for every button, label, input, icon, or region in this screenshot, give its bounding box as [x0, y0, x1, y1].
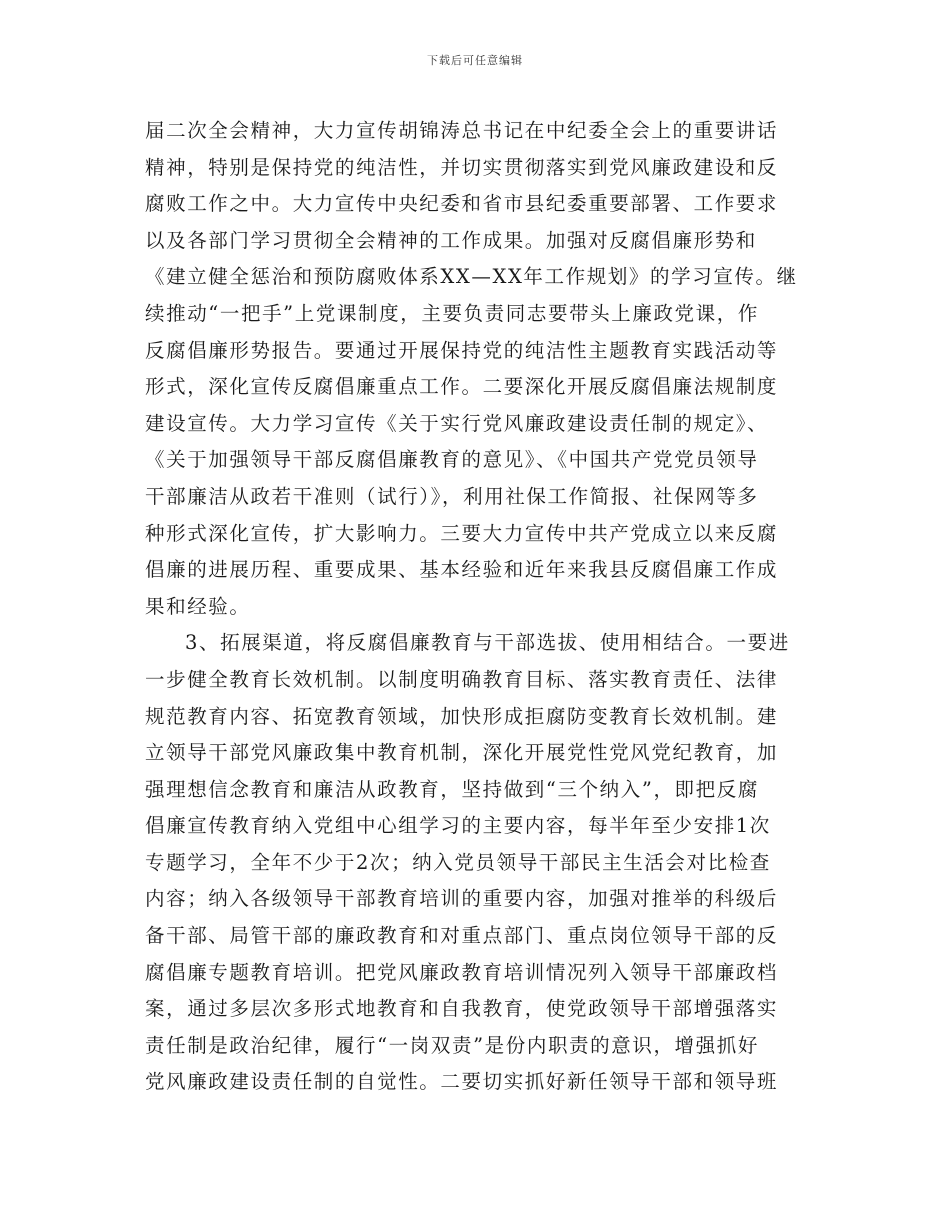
- text-line: 责任制是政治纪律，履行“一岗双责”是份内职责的意识，增强抓好: [145, 1033, 759, 1057]
- text-line: 建设宣传。大力学习宣传《关于实行党风廉政建设责任制的规定》、: [145, 411, 769, 435]
- text-line: 干部廉洁从政若干准则（试行）》，利用社保工作简报、社保网等多: [145, 484, 759, 508]
- text-line: 种形式深化宣传，扩大影响力。三要大力宣传中共产党成立以来反腐: [145, 521, 779, 545]
- body-text: [145, 113, 805, 1101]
- text-line: 立领导干部党风廉政集中教育机制，深化开展党性党风党纪教育，加: [145, 741, 779, 765]
- text-line: 《关于加强领导干部反腐倡廉教育的意见》、《中国共产党党员领导: [145, 448, 759, 472]
- paragraph-start-line: 3、拓展渠道，将反腐倡廉教育与干部选拔、使用相结合。一要进: [185, 631, 790, 655]
- text-line: 备干部、局管干部的廉政教育和对重点部门、重点岗位领导干部的反: [145, 924, 779, 948]
- text-line: 党风廉政建设责任制的自觉性。二要切实抓好新任领导干部和领导班: [145, 1070, 779, 1094]
- text-line: 强理想信念教育和廉洁从政教育，坚持做到“三个纳入”，即把反腐: [145, 777, 759, 801]
- text-line: 反腐倡廉形势报告。要通过开展保持党的纯洁性主题教育实践活动等: [145, 338, 779, 362]
- text-line: 倡廉的进展历程、重要成果、基本经验和近年来我县反腐倡廉工作成: [145, 558, 779, 582]
- text-line: 案，通过多层次多形式地教育和自我教育，使党政领导干部增强落实: [145, 997, 779, 1021]
- text-line: 续推动“一把手”上党课制度，主要负责同志要带头上廉政党课，作: [145, 301, 759, 325]
- text-line: 规范教育内容、拓宽教育领域，加快形成拒腐防变教育长效机制。建: [145, 704, 779, 728]
- page-header: 下载后可任意编辑: [427, 54, 523, 67]
- text-line: 以及各部门学习贯彻全会精神的工作成果。加强对反腐倡廉形势和: [145, 228, 757, 252]
- text-line: 腐倡廉专题教育培训。把党风廉政教育培训情况列入领导干部廉政档: [145, 960, 779, 984]
- text-line: 内容；纳入各级领导干部教育培训的重要内容，加强对推举的科级后: [145, 887, 779, 911]
- text-line: 倡廉宣传教育纳入党组中心组学习的主要内容，每半年至少安排1次: [145, 814, 771, 838]
- text-line: 届二次全会精神，大力宣传胡锦涛总书记在中纪委全会上的重要讲话: [145, 119, 779, 142]
- text-line: 腐败工作之中。大力宣传中央纪委和省市县纪委重要部署、工作要求: [145, 192, 779, 216]
- text-line: 形式，深化宣传反腐倡廉重点工作。二要深化开展反腐倡廉法规制度: [145, 375, 779, 399]
- text-line: 一步健全教育长效机制。以制度明确教育目标、落实教育责任、法律: [145, 667, 779, 691]
- text-line: 果和经验。: [145, 594, 251, 618]
- text-line: 《建立健全惩治和预防腐败体系XX—XX年工作规划》的学习宣传。继: [145, 265, 798, 289]
- text-line: 精神，特别是保持党的纯洁性，并切实贯彻落实到党风廉政建设和反: [145, 155, 779, 179]
- text-line: 专题学习，全年不少于2次；纳入党员领导干部民主生活会对比检查: [145, 850, 771, 874]
